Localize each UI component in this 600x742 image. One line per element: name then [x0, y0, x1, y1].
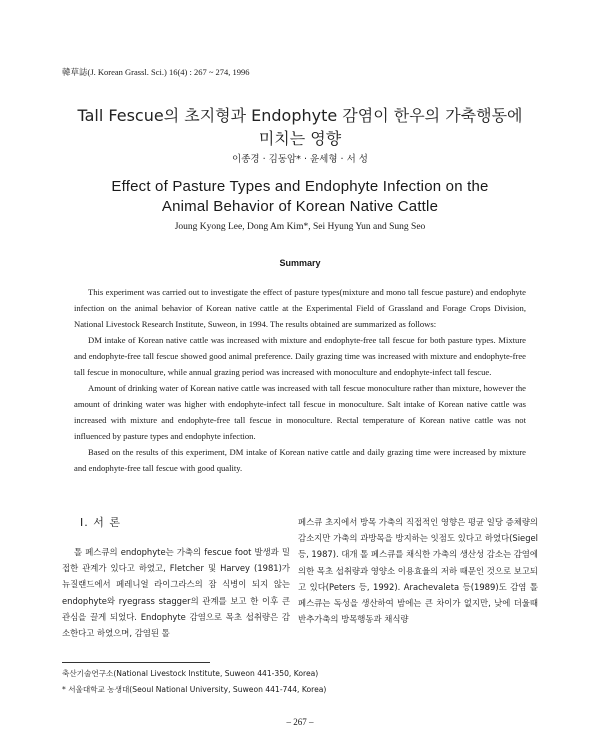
footnote-affiliation-2: * 서울대학교 농생대(Seoul National University, Suweon 441-744, Korea)	[62, 685, 327, 694]
page-number: – 267 –	[286, 717, 314, 727]
section-heading-introduction: I. 서 론	[80, 516, 121, 529]
summary-paragraph: Based on the results of this experiment, DM intake of Korean native cattle and daily grazing time were increased by mixture and endophyte-free tall fescue with good quality.	[74, 447, 526, 473]
footnote-divider	[62, 662, 210, 663]
korean-title-line-2: 미치는 영향	[258, 129, 342, 148]
korean-authors: 이종경 · 김동암* · 윤세형 · 서 성	[232, 154, 368, 165]
right-column-text	[298, 514, 538, 627]
summary-heading: Summary	[279, 258, 321, 268]
english-title-line-2: Animal Behavior of Korean Native Cattle	[161, 198, 439, 215]
summary-paragraph: This experiment was carried out to investigate the effect of pasture types(mixture and mono tall fescue pasture) and endophyte infection on the animal behavior of Korean native cattle at the Experimental Field of Grassland and Forage Crops Division, National Livestock Research Institute, Suweon, in 1994. The results obtained are summarized as follows:	[74, 287, 526, 329]
journal-citation: 韓草誌(J. Korean Grassl. Sci.) 16(4) : 267 ~ 274, 1996	[62, 67, 250, 77]
korean-title-line-1: Tall Fescue의 초지형과 Endophyte 감염이 한우의 가축행동에	[77, 106, 523, 125]
intro-paragraph-left: 톨 페스큐의 endophyte는 가축의 fescue foot 발생과 밀접한 관계가 있다고 하였고, Fletcher 및 Harvey (1981)가 뉴질랜드에서 페레니얼 라이그라스의 잠 식병이 되지 않는 endophyte와 ryegrass stagger의 관계를 보고 한 이후 큰 관심을 끌게 되었다. Endophyte 감염으로 목초 섭취량은 감소한다고 하였으며, 감염된 톨	[62, 547, 290, 639]
left-column-text	[62, 544, 290, 641]
summary-paragraph: Amount of drinking water of Korean native cattle was increased with tall fescue monoculture rather than mixture, however the amount of drinking water was higher with endophyte-infect tall fescue in monoculture. Salt intake of Korean native cattle was increased with mixture and endophyte-free tall fescue in monoculture. Rectal temperature of Korean native cattle was not influenced by pasture types and endophyte infection.	[74, 383, 526, 441]
intro-paragraph-right: 페스큐 초지에서 방목 가축의 직접적인 영향은 평균 일당 증체량의 감소지만 가축의 과방목을 방지하는 잇점도 있다고 하였다(Siegel 등, 1987). 대개 톨 페스큐를 채식한 가축의 생산성 감소는 감염에 의한 목초 섭취량과 영양소 이용효율의 저하 때문인 것으로 보고되고 있다(Peters 등, 1992). Arachevaleta 등(1989)도 감염 톨 페스큐는 독성을 생산하여 밤에는 큰 차이가 없지만, 낮에 더울때 반추가축의 방목행동과 채식량	[298, 517, 538, 625]
english-title-line-1: Effect of Pasture Types and Endophyte Infection on the	[111, 178, 489, 195]
summary-paragraph: DM intake of Korean native cattle was increased with mixture and endophyte-free tall fescue for both pasture types. Mixture and endophyte-free tall fescue showed good animal preference. Daily grazing time was increased with mixture and endophyte-free tall fescue in monoculture, while annual grazing period was increased with monoculture and endophyte-infect tall fescue.	[74, 335, 526, 377]
footnote-affiliation-1: 축산기술연구소(National Livestock Institute, Suweon 441-350, Korea)	[62, 669, 319, 678]
summary-body	[74, 284, 526, 476]
english-authors: Joung Kyong Lee, Dong Am Kim*, Sei Hyung Yun and Sung Seo	[174, 222, 426, 232]
